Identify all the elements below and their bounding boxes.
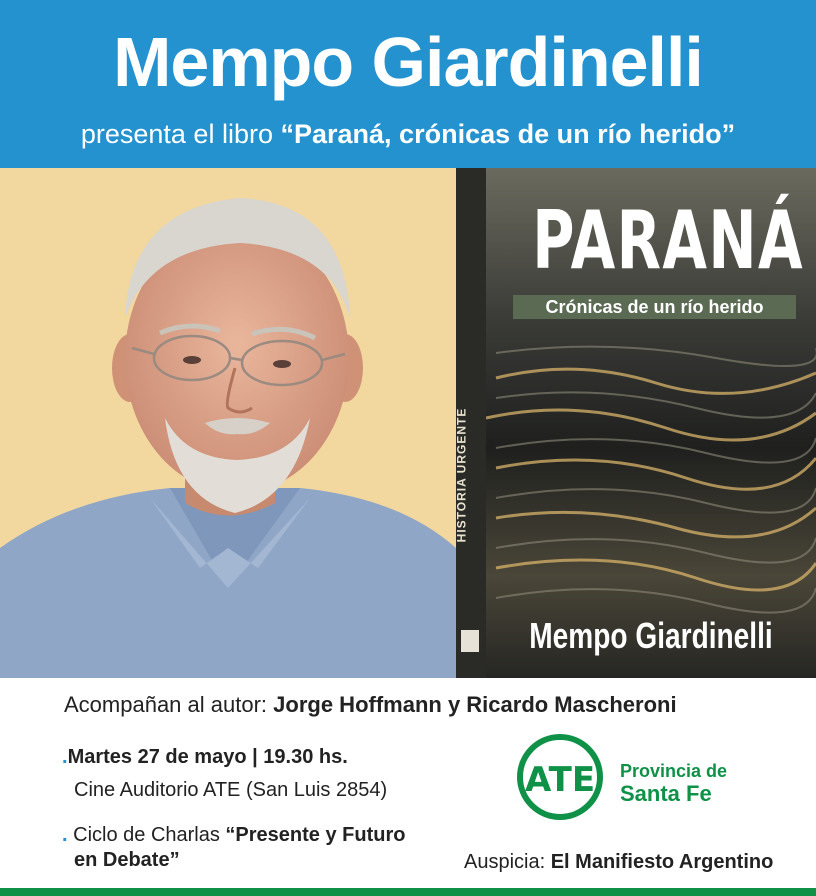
date-separator: | <box>252 746 258 768</box>
book-presentation-line <box>0 118 816 150</box>
sponsor-label: Auspicia: <box>464 851 546 873</box>
publisher-logo-icon <box>461 630 479 652</box>
sponsor-name: El Manifiesto Argentino <box>550 851 774 873</box>
companions-names: Jorge Hoffmann y Ricardo Mascheroni <box>273 692 677 717</box>
sponsor-line <box>464 850 773 874</box>
author-portrait <box>0 168 456 678</box>
ate-logo-text: ATE <box>524 760 596 800</box>
cycle-line <box>62 823 405 847</box>
ate-province-line1: Provincia de <box>620 761 728 781</box>
cover-author: Mempo Giardinelli <box>529 615 773 656</box>
event-info <box>0 678 816 896</box>
event-date: Martes 27 de mayo <box>67 746 247 768</box>
cover-subtitle: Crónicas de un río herido <box>513 295 796 319</box>
intro-text: presenta el libro <box>80 119 273 149</box>
author-name-title: Mempo Giardinelli <box>113 23 703 101</box>
bullet-icon: . <box>62 746 68 768</box>
bullet-icon: . <box>62 824 68 846</box>
companions-label: Acompañan al autor: <box>64 692 268 717</box>
book-cover <box>456 168 816 678</box>
ate-logo <box>517 734 603 820</box>
header-banner <box>0 0 816 168</box>
ate-province-line2: Santa Fe <box>620 781 712 806</box>
event-date-line <box>62 745 348 769</box>
cover-title: PARANÁ <box>532 194 805 287</box>
cycle-name-line1: “Presente y Futuro <box>225 824 406 846</box>
book-title-quoted: “Paraná, crónicas de un río herido” <box>280 119 736 149</box>
photo-area <box>0 168 816 678</box>
footer-bar <box>0 888 816 896</box>
companions-line <box>64 692 677 718</box>
event-venue: Cine Auditorio ATE (San Luis 2854) <box>74 779 388 801</box>
spine-text: HISTORIA URGENTE <box>454 407 469 543</box>
cycle-name-line2: en Debate” <box>74 849 180 871</box>
cycle-label: Ciclo de Charlas <box>73 824 220 846</box>
event-time: 19.30 hs. <box>263 746 348 768</box>
